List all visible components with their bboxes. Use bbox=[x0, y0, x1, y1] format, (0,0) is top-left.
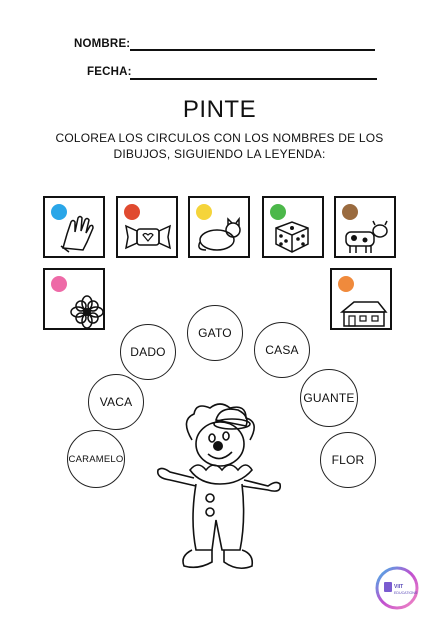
legend-dice bbox=[262, 196, 324, 258]
clown-icon bbox=[150, 400, 290, 580]
brand-logo bbox=[374, 565, 420, 611]
word-circle-dado[interactable] bbox=[120, 324, 176, 380]
word-circle-vaca[interactable] bbox=[88, 374, 144, 430]
name-field[interactable] bbox=[130, 49, 375, 51]
date-label: FECHA: bbox=[87, 66, 132, 78]
name-label: NOMBRE: bbox=[74, 38, 131, 50]
word-circle-gato[interactable] bbox=[187, 305, 243, 361]
word-label: CASA bbox=[265, 343, 299, 357]
logo-text-top: VIIT bbox=[394, 584, 404, 590]
word-circle-flor[interactable] bbox=[320, 432, 376, 488]
word-label: FLOR bbox=[331, 453, 365, 467]
word-label: CARAMELO bbox=[68, 453, 124, 465]
word-circle-guante[interactable] bbox=[300, 369, 358, 427]
word-label: DADO bbox=[130, 345, 166, 359]
word-label: GUANTE bbox=[303, 391, 355, 405]
logo-text-bottom: EDUCATIONS bbox=[394, 591, 418, 595]
glove-icon bbox=[45, 198, 103, 256]
legend-cow bbox=[334, 196, 396, 258]
legend-house bbox=[330, 268, 392, 330]
date-field[interactable] bbox=[130, 78, 377, 80]
legend-cat bbox=[188, 196, 250, 258]
cat-icon bbox=[190, 198, 248, 256]
legend-flower bbox=[43, 268, 105, 330]
word-label: VACA bbox=[99, 395, 133, 409]
cow-icon bbox=[336, 198, 394, 256]
dice-icon bbox=[264, 198, 322, 256]
instructions-text: COLOREA LOS CIRCULOS CON LOS NOMBRES DE LOS DIBUJOS, SIGUIENDO LA LEYENDA: bbox=[55, 131, 384, 161]
word-circle-casa[interactable] bbox=[254, 322, 310, 378]
page-title: PINTE bbox=[182, 96, 257, 123]
logo-ring-icon bbox=[374, 565, 420, 611]
legend-glove bbox=[43, 196, 105, 258]
flower-icon bbox=[45, 270, 103, 328]
house-icon bbox=[332, 270, 390, 328]
legend-candy bbox=[116, 196, 178, 258]
word-circle-caramelo[interactable] bbox=[67, 430, 125, 488]
candy-icon bbox=[118, 198, 176, 256]
word-label: GATO bbox=[198, 326, 232, 340]
